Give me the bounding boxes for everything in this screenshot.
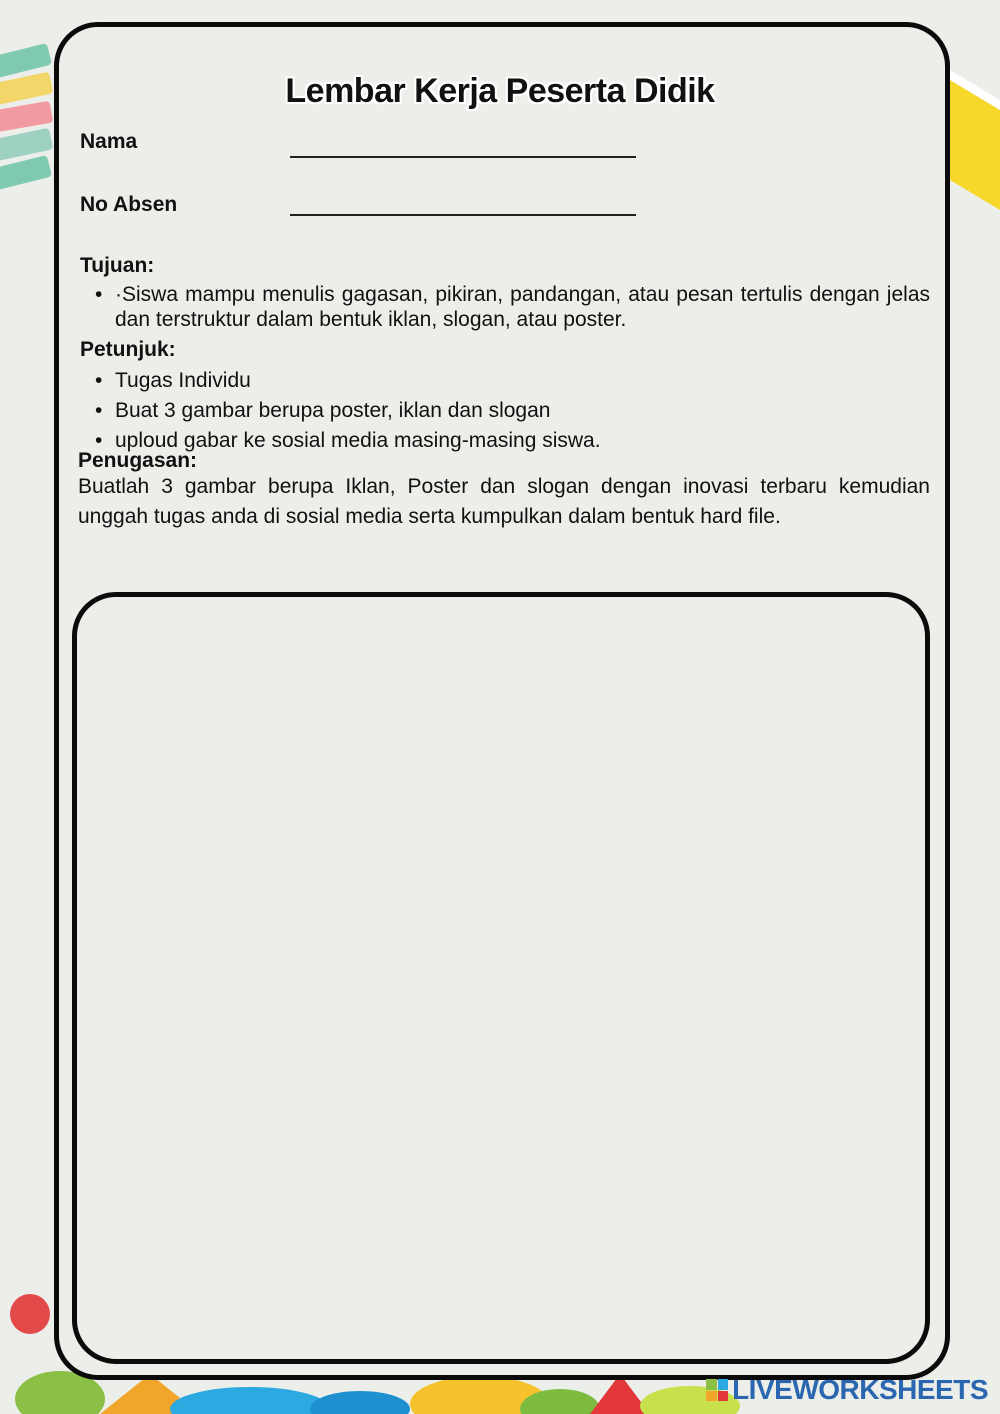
petunjuk-heading: Petunjuk: <box>80 338 176 361</box>
penugasan-heading: Penugasan: <box>78 449 198 472</box>
list-item: • ·Siswa mampu menulis gagasan, pikiran, pandangan, atau pesan tertulis dengan jelas dan terstruktur dalam bentuk iklan, slogan, atau poster. <box>95 283 930 331</box>
name-input-line[interactable] <box>290 156 636 158</box>
answer-drawing-box[interactable] <box>72 592 930 1364</box>
name-label: Nama <box>80 130 138 153</box>
list-item: • Buat 3 gambar berupa poster, iklan dan slogan <box>95 399 551 422</box>
worksheet-title: Lembar Kerja Peserta Didik <box>285 72 715 110</box>
liveworksheets-brand <box>706 1374 988 1406</box>
absence-number-label: No Absen <box>80 193 178 216</box>
books-illustration <box>0 40 60 210</box>
tujuan-list <box>80 282 930 332</box>
penugasan-text: Buatlah 3 gambar berupa Iklan, Poster dan slogan dengan inovasi terbaru kemudian unggah tugas anda di sosial media serta kumpulkan dalam bentuk hard file. <box>78 475 930 528</box>
petunjuk-list <box>80 368 930 453</box>
list-item: • uploud gabar ke sosial media masing-masing siswa. <box>95 429 601 452</box>
absence-number-input-line[interactable] <box>290 214 636 216</box>
list-item: • Tugas Individu <box>95 369 251 392</box>
tujuan-heading: Tujuan: <box>80 254 155 277</box>
brand-name: LIVEWORKSHEETS <box>732 1374 988 1405</box>
liveworksheets-logo-icon <box>706 1379 728 1401</box>
